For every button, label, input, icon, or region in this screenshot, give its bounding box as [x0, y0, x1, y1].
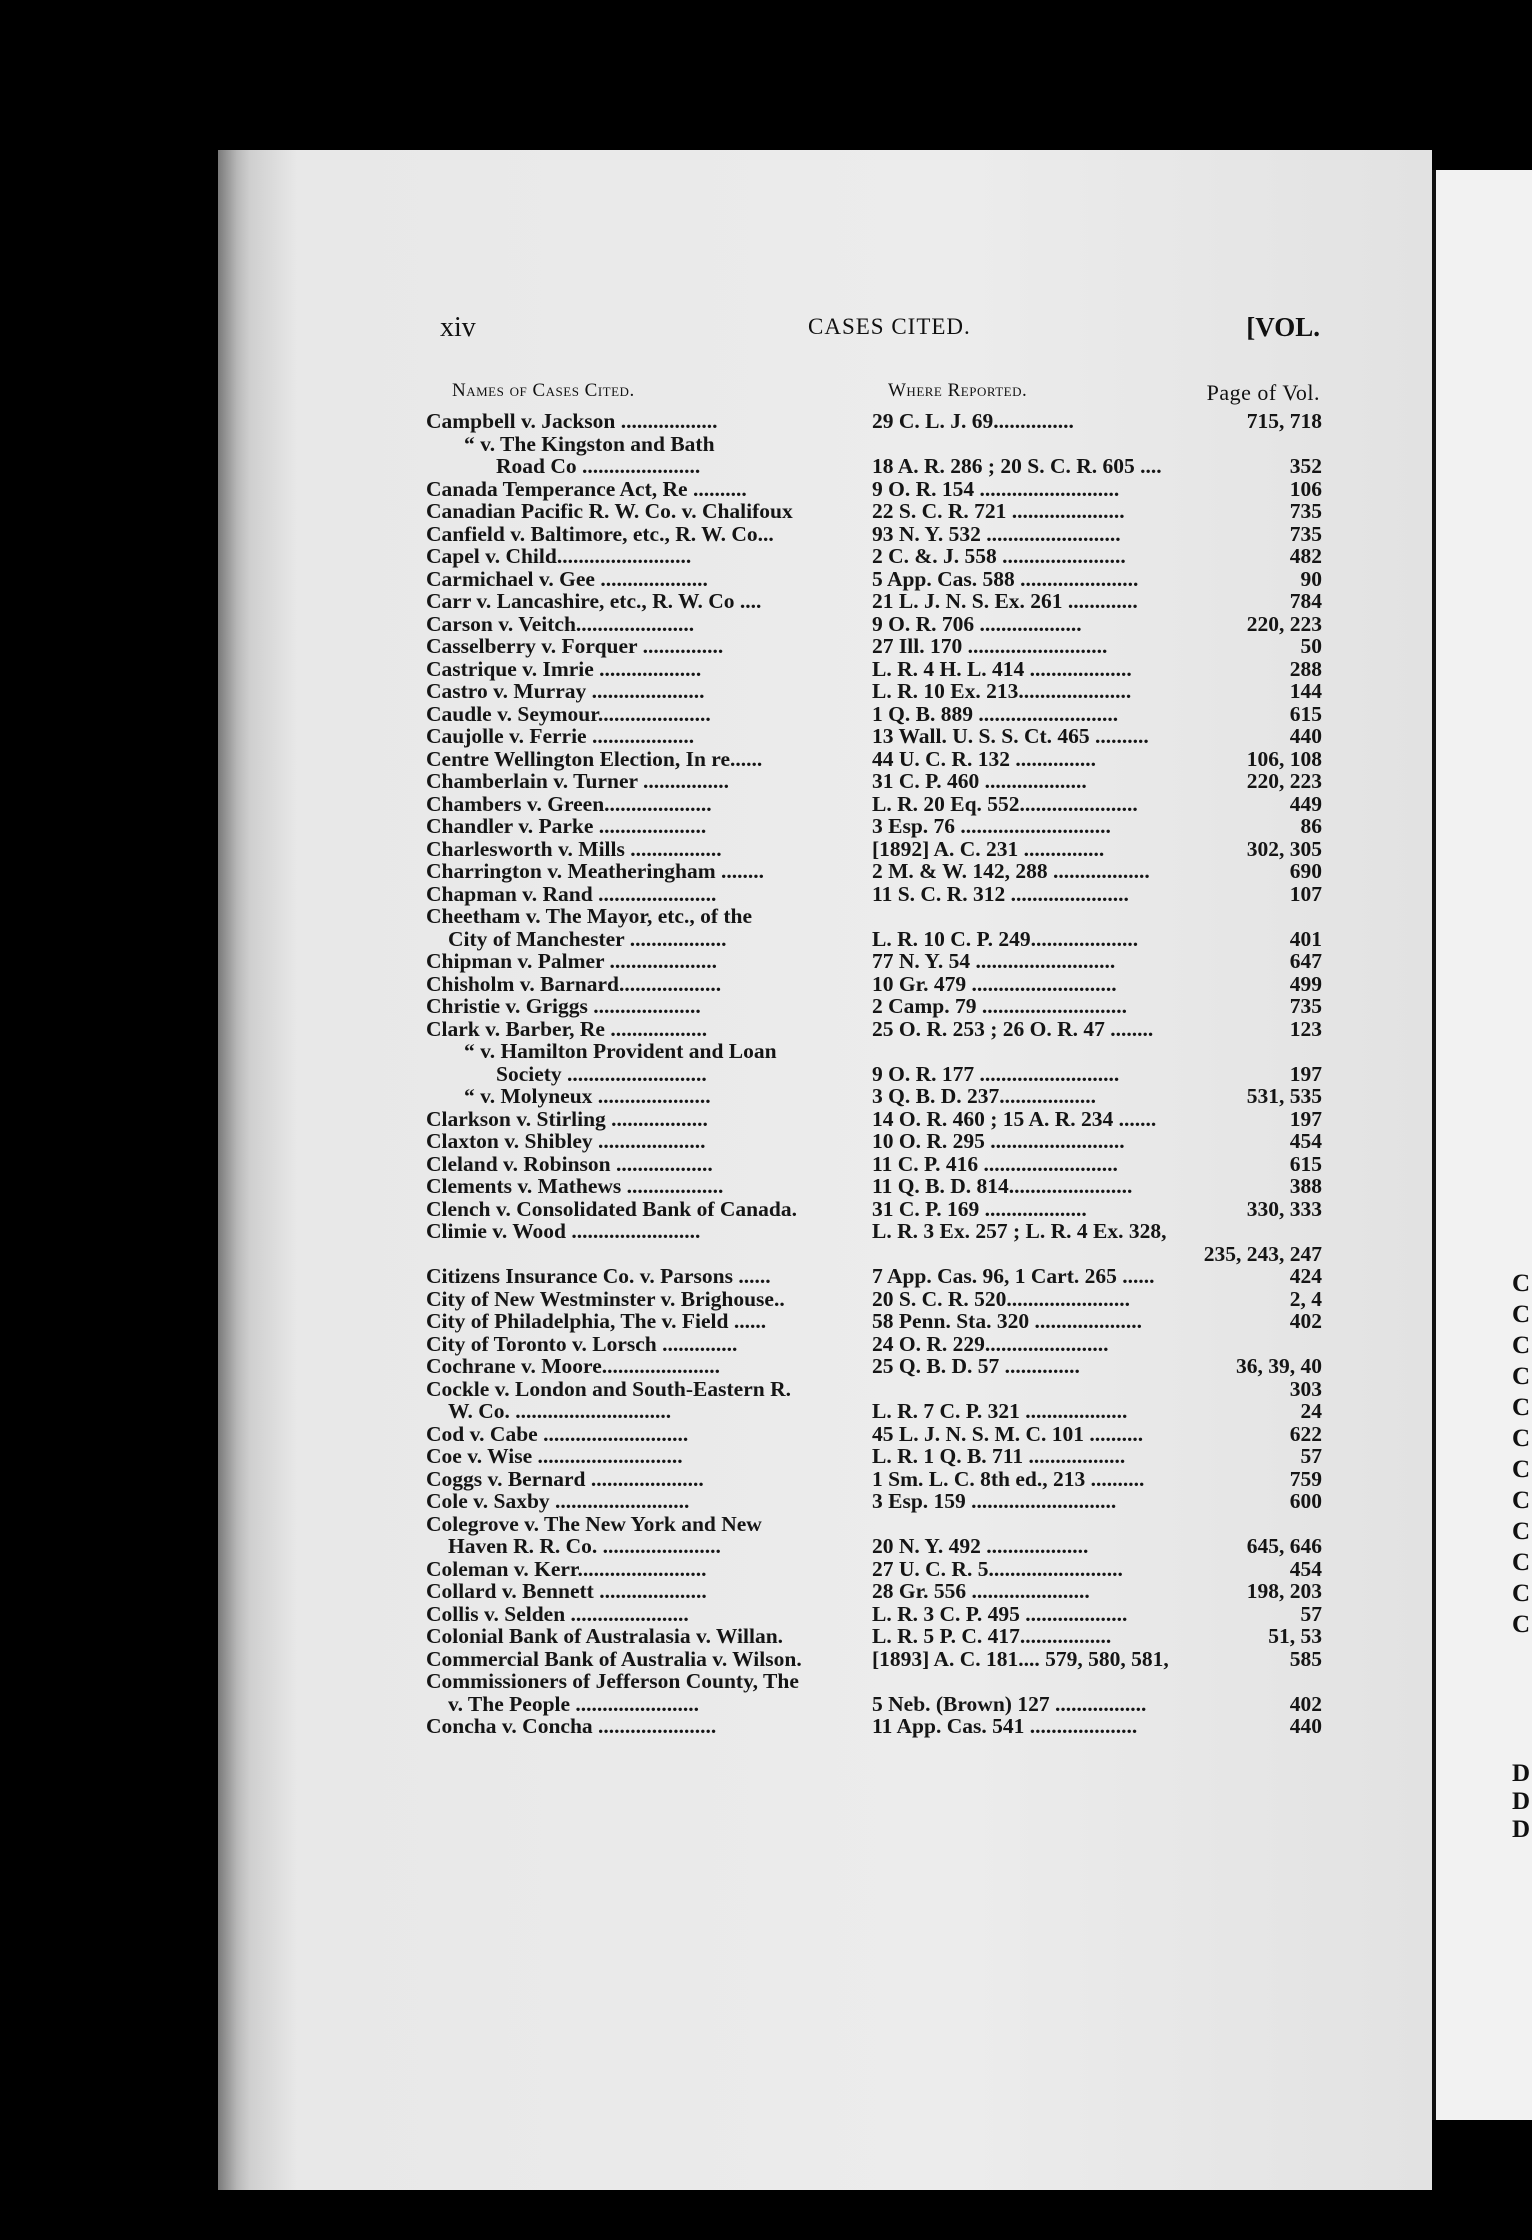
facing-page-letter: D: [1512, 1760, 1531, 1787]
case-page: 449: [1289, 791, 1322, 816]
facing-page-letter: C: [1512, 1580, 1531, 1607]
case-citation: 25 O. R. 253 ; 26 O. R. 47 ........: [872, 1016, 1154, 1041]
case-citation: [1892] A. C. 231 ...............: [872, 836, 1105, 861]
case-name: Caujolle v. Ferrie ...................: [426, 724, 695, 748]
facing-page-letter: C: [1512, 1332, 1531, 1359]
case-citation: L. R. 7 C. P. 321 ...................: [872, 1399, 1128, 1423]
table-row: [426, 1648, 1326, 1671]
case-name: Campbell v. Jackson ..................: [426, 409, 718, 433]
table-row: [426, 1243, 1326, 1266]
case-citation: L. R. 20 Eq. 552......................: [872, 791, 1138, 816]
table-row: [426, 1715, 1326, 1738]
case-citation: 44 U. C. R. 132 ...............: [872, 746, 1096, 771]
table-row: [426, 1153, 1326, 1176]
case-citation: 10 Gr. 479 ...........................: [872, 971, 1117, 996]
case-name: Canadian Pacific R. W. Co. v. Chalifoux: [426, 499, 793, 523]
case-name: City of Philadelphia, The v. Field ......: [426, 1309, 767, 1333]
table-row: [426, 815, 1326, 838]
volume-mark: [VOL.: [1246, 312, 1320, 342]
case-name: Capel v. Child.........................: [426, 544, 692, 568]
table-row: [426, 1310, 1326, 1333]
case-citation: 58 Penn. Sta. 320 ....................: [872, 1309, 1142, 1333]
case-name: W. Co. .............................: [448, 1399, 672, 1423]
case-name: “ v. The Kingston and Bath: [464, 431, 715, 456]
case-name: “ v. Hamilton Provident and Loan: [464, 1039, 777, 1063]
case-page: 440: [1289, 724, 1322, 748]
case-page: 615: [1289, 701, 1322, 726]
case-page: 302, 305: [1246, 836, 1322, 861]
case-page: 220, 223: [1246, 769, 1322, 793]
table-row: [426, 1085, 1326, 1108]
case-page: 197: [1289, 1106, 1322, 1131]
table-row: [426, 410, 1326, 433]
case-citation: 11 Q. B. D. 814.......................: [872, 1174, 1133, 1198]
case-page: 402: [1289, 1691, 1322, 1716]
case-citation: 9 O. R. 177 ..........................: [872, 1061, 1120, 1086]
case-name: Chambers v. Green....................: [426, 791, 712, 816]
case-name: Citizens Insurance Co. v. Parsons ......: [426, 1264, 771, 1288]
case-page: 330, 333: [1246, 1196, 1322, 1221]
table-row: [426, 1490, 1326, 1513]
table-row: [426, 995, 1326, 1018]
case-name: Haven R. R. Co. ......................: [448, 1534, 721, 1558]
case-name: Collard v. Bennett ....................: [426, 1579, 707, 1603]
case-citation: L. R. 1 Q. B. 711 ..................: [872, 1444, 1126, 1468]
table-row: [426, 1018, 1326, 1041]
table-row: [426, 568, 1326, 591]
case-citation: L. R. 3 Ex. 257 ; L. R. 4 Ex. 328,: [872, 1219, 1167, 1243]
case-name: City of Toronto v. Lorsch ..............: [426, 1331, 738, 1356]
case-name: Carson v. Veitch......................: [426, 611, 695, 636]
column-header-where: Where Reported.: [888, 380, 1028, 401]
case-page: 352: [1289, 454, 1322, 478]
facing-page-letter: C: [1512, 1301, 1531, 1328]
table-row: [426, 1670, 1326, 1693]
case-name: Clarkson v. Stirling ..................: [426, 1106, 708, 1131]
case-page: 106: [1289, 476, 1322, 501]
column-header-names: Names of Cases Cited.: [452, 380, 635, 401]
case-page: 57: [1300, 1601, 1322, 1626]
case-page: 36, 39, 40: [1236, 1354, 1322, 1378]
case-name: Chandler v. Parke ....................: [426, 814, 707, 838]
case-page: 51, 53: [1268, 1624, 1322, 1648]
case-page: 24: [1300, 1399, 1322, 1423]
case-name: Castro v. Murray .....................: [426, 679, 705, 703]
table-row: [426, 1535, 1326, 1558]
table-row: [426, 455, 1326, 478]
case-citation: 11 App. Cas. 541 ....................: [872, 1714, 1138, 1738]
table-row: [426, 748, 1326, 771]
table-row: [426, 928, 1326, 951]
case-page: 735: [1289, 521, 1322, 546]
book-gutter: [218, 150, 250, 2190]
table-row: [426, 1063, 1326, 1086]
table-row: [426, 1693, 1326, 1716]
case-citation: 11 S. C. R. 312 ......................: [872, 881, 1129, 906]
case-citation: 18 A. R. 286 ; 20 S. C. R. 605 ....: [872, 454, 1162, 478]
case-name: Canada Temperance Act, Re ..........: [426, 476, 747, 501]
case-citation: L. R. 10 Ex. 213.....................: [872, 679, 1132, 703]
case-citation: L. R. 3 C. P. 495 ...................: [872, 1601, 1128, 1626]
case-page: 220, 223: [1246, 611, 1322, 636]
table-row: [426, 770, 1326, 793]
page-title: CASES CITED.: [808, 314, 971, 339]
case-citation: 1 Q. B. 889 ..........................: [872, 701, 1119, 726]
case-citation: 2 M. & W. 142, 288 ..................: [872, 859, 1150, 883]
case-citation: 3 Esp. 76 ............................: [872, 814, 1111, 838]
case-name: Cockle v. London and South-Eastern R.: [426, 1376, 791, 1401]
case-name: Commissioners of Jefferson County, The: [426, 1669, 799, 1693]
case-citation: [1893] A. C. 181.... 579, 580, 581,: [872, 1646, 1169, 1671]
table-row: [426, 1558, 1326, 1581]
case-name: Coggs v. Bernard .....................: [426, 1466, 704, 1491]
case-page: 197: [1289, 1061, 1322, 1086]
case-name: Cleland v. Robinson ..................: [426, 1151, 713, 1176]
case-page: 86: [1300, 814, 1322, 838]
case-name: Chapman v. Rand ......................: [426, 881, 717, 906]
table-row: [426, 635, 1326, 658]
table-row: [426, 1220, 1326, 1243]
case-citation: 5 Neb. (Brown) 127 .................: [872, 1691, 1147, 1716]
case-page: 759: [1289, 1466, 1322, 1491]
case-citation: 10 O. R. 295 .........................: [872, 1129, 1125, 1153]
table-row: [426, 1130, 1326, 1153]
facing-page-letter: C: [1512, 1270, 1531, 1297]
case-page: 235, 243, 247: [1203, 1241, 1322, 1266]
case-citation: 3 Esp. 159 ...........................: [872, 1489, 1117, 1513]
table-row: [426, 1400, 1326, 1423]
table-row: [426, 590, 1326, 613]
facing-page-letter: C: [1512, 1487, 1531, 1514]
case-page: 482: [1289, 544, 1322, 568]
case-citation: 25 Q. B. D. 57 ..............: [872, 1354, 1080, 1378]
page-header: [440, 312, 1320, 352]
table-row: [426, 545, 1326, 568]
case-page: 288: [1289, 656, 1322, 681]
case-citation: 1 Sm. L. C. 8th ed., 213 ..........: [872, 1466, 1145, 1491]
case-citation: 45 L. J. N. S. M. C. 101 ..........: [872, 1421, 1144, 1446]
case-citation: 28 Gr. 556 ......................: [872, 1579, 1090, 1603]
case-name: Chamberlain v. Turner ................: [426, 769, 730, 793]
table-row: [426, 950, 1326, 973]
case-name: Road Co ......................: [496, 454, 701, 478]
table-row: [426, 905, 1326, 928]
case-page: 2, 4: [1289, 1286, 1322, 1311]
case-citation: 3 Q. B. D. 237..................: [872, 1084, 1096, 1108]
case-name: Canfield v. Baltimore, etc., R. W. Co...: [426, 521, 774, 546]
case-name: Chisholm v. Barnard...................: [426, 971, 722, 996]
case-name: Coe v. Wise ...........................: [426, 1444, 683, 1468]
case-page: 50: [1300, 634, 1322, 658]
case-name: Cole v. Saxby .........................: [426, 1489, 690, 1513]
table-row: [426, 973, 1326, 996]
case-name: Cochrane v. Moore......................: [426, 1354, 720, 1378]
case-citation: 27 U. C. R. 5.........................: [872, 1556, 1123, 1581]
table-row: [426, 1378, 1326, 1401]
case-page: 715, 718: [1246, 409, 1322, 433]
case-name: Chipman v. Palmer ....................: [426, 949, 718, 973]
case-page: 57: [1300, 1444, 1322, 1468]
case-page: 106, 108: [1246, 746, 1322, 771]
case-citation: L. R. 10 C. P. 249....................: [872, 926, 1139, 951]
case-citation: 31 C. P. 460 ...................: [872, 769, 1087, 793]
case-citation: 13 Wall. U. S. S. Ct. 465 ..........: [872, 724, 1149, 748]
table-row: [426, 613, 1326, 636]
case-page: 690: [1289, 859, 1322, 883]
case-name: Centre Wellington Election, In re......: [426, 746, 763, 771]
table-row: [426, 1625, 1326, 1648]
case-page: 303: [1289, 1376, 1322, 1401]
column-header-page: Page of Vol.: [1206, 380, 1320, 405]
case-name: Carr v. Lancashire, etc., R. W. Co ....: [426, 589, 762, 613]
case-citation: 9 O. R. 154 ..........................: [872, 476, 1120, 501]
case-name: Cod v. Cabe ...........................: [426, 1421, 689, 1446]
case-citation: 5 App. Cas. 588 ......................: [872, 566, 1139, 591]
table-row: [426, 703, 1326, 726]
case-page: 401: [1289, 926, 1322, 951]
facing-page-letter: D: [1512, 1788, 1531, 1815]
case-name: Colegrove v. The New York and New: [426, 1511, 762, 1536]
table-row: [426, 1040, 1326, 1063]
table-row: [426, 838, 1326, 861]
case-page: 499: [1289, 971, 1322, 996]
case-page: 440: [1289, 1714, 1322, 1738]
case-name: Coleman v. Kerr........................: [426, 1556, 707, 1581]
facing-page-letter: C: [1512, 1425, 1531, 1452]
case-page: 735: [1289, 994, 1322, 1018]
table-row: [426, 1355, 1326, 1378]
table-row: [426, 658, 1326, 681]
case-citation: 9 O. R. 706 ...................: [872, 611, 1082, 636]
case-page: 622: [1289, 1421, 1322, 1446]
case-name: Clements v. Mathews ..................: [426, 1174, 724, 1198]
case-page: 454: [1289, 1556, 1322, 1581]
case-page: 388: [1289, 1174, 1322, 1198]
case-citation: 31 C. P. 169 ...................: [872, 1196, 1087, 1221]
cases-table: [426, 410, 1326, 1738]
case-citation: 2 C. &. J. 558 .......................: [872, 544, 1126, 568]
case-citation: 7 App. Cas. 96, 1 Cart. 265 ......: [872, 1264, 1155, 1288]
case-name: Society ..........................: [496, 1061, 707, 1086]
table-row: [426, 1580, 1326, 1603]
case-page: 531, 535: [1246, 1084, 1322, 1108]
case-page: 735: [1289, 499, 1322, 523]
case-name: Casselberry v. Forquer ...............: [426, 634, 724, 658]
facing-page-letter: C: [1512, 1611, 1531, 1638]
facing-page-letter: C: [1512, 1456, 1531, 1483]
case-citation: 14 O. R. 460 ; 15 A. R. 234 .......: [872, 1106, 1157, 1131]
page-number: xiv: [440, 312, 476, 343]
case-citation: 20 S. C. R. 520.......................: [872, 1286, 1131, 1311]
case-page: 647: [1289, 949, 1322, 973]
table-row: [426, 1445, 1326, 1468]
case-name: City of New Westminster v. Brighouse..: [426, 1286, 785, 1311]
case-name: v. The People .......................: [448, 1691, 700, 1716]
table-row: [426, 1513, 1326, 1536]
table-row: [426, 860, 1326, 883]
table-row: [426, 1468, 1326, 1491]
facing-page-letter: C: [1512, 1363, 1531, 1390]
table-row: [426, 793, 1326, 816]
case-name: Clark v. Barber, Re ..................: [426, 1016, 708, 1041]
case-page: 454: [1289, 1129, 1322, 1153]
case-citation: 2 Camp. 79 ...........................: [872, 994, 1128, 1018]
case-citation: 22 S. C. R. 721 .....................: [872, 499, 1125, 523]
table-row: [426, 725, 1326, 748]
case-page: 144: [1289, 679, 1322, 703]
table-row: [426, 1288, 1326, 1311]
facing-page-letter: C: [1512, 1518, 1531, 1545]
facing-page-letter: C: [1512, 1549, 1531, 1576]
table-row: [426, 1265, 1326, 1288]
case-page: 615: [1289, 1151, 1322, 1176]
column-headers: [452, 380, 1320, 410]
case-citation: 11 C. P. 416 .........................: [872, 1151, 1118, 1176]
case-citation: 27 Ill. 170 ..........................: [872, 634, 1108, 658]
facing-page-letter: D: [1512, 1816, 1531, 1843]
case-page: 645, 646: [1246, 1534, 1322, 1558]
case-name: Castrique v. Imrie ...................: [426, 656, 702, 681]
case-name: Concha v. Concha ......................: [426, 1714, 717, 1738]
table-row: [426, 1108, 1326, 1131]
case-name: Commercial Bank of Australia v. Wilson.: [426, 1646, 802, 1671]
case-name: Claxton v. Shibley ....................: [426, 1129, 706, 1153]
table-row: [426, 523, 1326, 546]
table-row: [426, 1198, 1326, 1221]
case-citation: 20 N. Y. 492 ...................: [872, 1534, 1089, 1558]
table-row: [426, 680, 1326, 703]
case-citation: L. R. 5 P. C. 417.................: [872, 1624, 1112, 1648]
case-name: Cheetham v. The Mayor, etc., of the: [426, 904, 753, 928]
case-name: Clench v. Consolidated Bank of Canada.: [426, 1196, 797, 1221]
case-citation: 77 N. Y. 54 ..........................: [872, 949, 1116, 973]
case-name: Caudle v. Seymour.....................: [426, 701, 711, 726]
case-citation: 29 C. L. J. 69...............: [872, 409, 1074, 433]
case-citation: L. R. 4 H. L. 414 ...................: [872, 656, 1132, 681]
case-citation: 21 L. J. N. S. Ex. 261 .............: [872, 589, 1138, 613]
case-name: “ v. Molyneux .....................: [464, 1084, 711, 1108]
case-page: 585: [1289, 1646, 1322, 1671]
case-page: 107: [1289, 881, 1322, 906]
case-name: Christie v. Griggs ....................: [426, 994, 701, 1018]
case-page: 123: [1289, 1016, 1322, 1041]
table-row: [426, 1423, 1326, 1446]
table-row: [426, 478, 1326, 501]
case-page: 90: [1300, 566, 1322, 591]
table-row: [426, 1603, 1326, 1626]
facing-page-letter: C: [1512, 1394, 1531, 1421]
case-name: Collis v. Selden ......................: [426, 1601, 689, 1626]
case-citation: 93 N. Y. 532 .........................: [872, 521, 1121, 546]
case-page: 600: [1289, 1489, 1322, 1513]
table-row: [426, 433, 1326, 456]
case-name: City of Manchester ..................: [448, 926, 727, 951]
case-name: Colonial Bank of Australasia v. Willan.: [426, 1624, 784, 1648]
case-page: 402: [1289, 1309, 1322, 1333]
case-name: Carmichael v. Gee ....................: [426, 566, 708, 591]
table-row: [426, 500, 1326, 523]
case-name: Charlesworth v. Mills .................: [426, 836, 722, 861]
case-page: 424: [1289, 1264, 1322, 1288]
table-row: [426, 883, 1326, 906]
case-citation: 24 O. R. 229.......................: [872, 1331, 1109, 1356]
case-page: 784: [1289, 589, 1322, 613]
case-name: Climie v. Wood ........................: [426, 1219, 701, 1243]
case-name: Charrington v. Meatheringham ........: [426, 859, 765, 883]
table-row: [426, 1175, 1326, 1198]
case-page: 198, 203: [1246, 1579, 1322, 1603]
table-row: [426, 1333, 1326, 1356]
